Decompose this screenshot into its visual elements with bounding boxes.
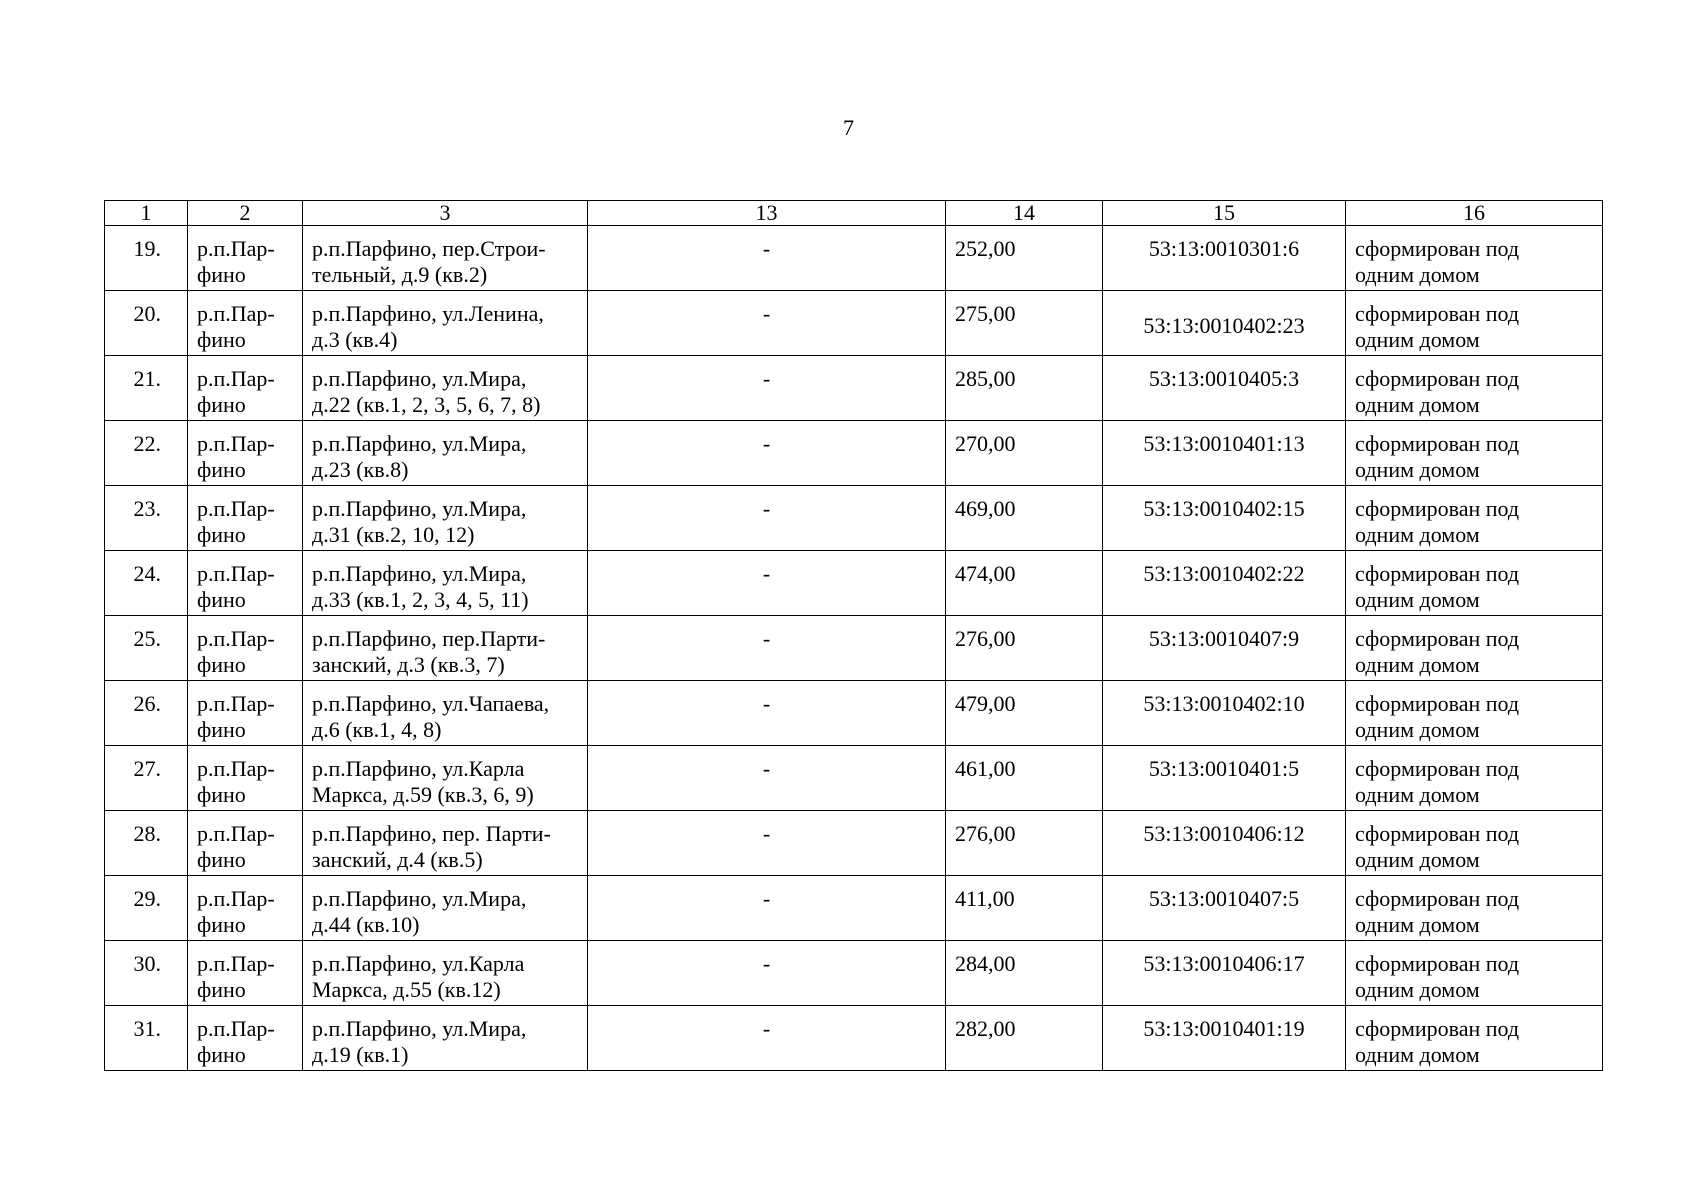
note: сформирован под одним домом	[1355, 301, 1520, 352]
area-value: 282,00	[955, 1016, 1016, 1041]
col13-value: -	[762, 366, 771, 391]
cadastral-cell	[1103, 746, 1346, 811]
address-cell	[303, 356, 588, 421]
cadastral-cell	[1103, 941, 1346, 1006]
cadastral-number: 53:13:0010402:15	[1143, 496, 1305, 521]
table-row	[105, 356, 1603, 421]
note: сформирован под одним домом	[1355, 431, 1520, 482]
note-cell	[1346, 1006, 1603, 1071]
address: р.п.Парфино, ул.Ленина, д.3 (кв.4)	[312, 301, 544, 352]
cadastral-number: 53:13:0010402:23	[1143, 313, 1305, 338]
locality-cell	[188, 681, 303, 746]
cadastral-cell	[1103, 356, 1346, 421]
table-row	[105, 1006, 1603, 1071]
col13-value: -	[762, 1016, 771, 1041]
address-cell	[303, 876, 588, 941]
cadastral-cell	[1103, 811, 1346, 876]
row-number: 28.	[133, 821, 161, 846]
col13-cell	[588, 421, 946, 486]
note: сформирован под одним домом	[1355, 886, 1520, 937]
note-cell	[1346, 486, 1603, 551]
col13-value: -	[762, 951, 771, 976]
table-row	[105, 876, 1603, 941]
table-row	[105, 421, 1603, 486]
note: сформирован под одним домом	[1355, 366, 1520, 417]
col13-value: -	[762, 561, 771, 586]
address: р.п.Парфино, ул.Мира, д.44 (кв.10)	[312, 886, 527, 937]
col13-cell	[588, 291, 946, 356]
page-number: 7	[843, 115, 854, 140]
note: сформирован под одним домом	[1355, 1016, 1520, 1067]
row-number-cell	[105, 876, 188, 941]
col13-value: -	[762, 236, 771, 261]
address: р.п.Парфино, ул.Мира, д.31 (кв.2, 10, 12)	[312, 496, 527, 547]
note-cell	[1346, 746, 1603, 811]
address: р.п.Парфино, ул.Мира, д.33 (кв.1, 2, 3, 4, 5, 11)	[312, 561, 529, 612]
row-number: 23.	[133, 496, 161, 521]
locality-cell	[188, 226, 303, 291]
cadastral-number: 53:13:0010401:19	[1143, 1016, 1305, 1041]
col13-cell	[588, 551, 946, 616]
note: сформирован под одним домом	[1355, 626, 1520, 677]
address: р.п.Парфино, ул.Чапаева, д.6 (кв.1, 4, 8)	[312, 691, 550, 742]
address-cell	[303, 551, 588, 616]
column-header-14: 14	[946, 201, 1103, 226]
locality: р.п.Пар- фино	[197, 301, 275, 352]
address: р.п.Парфино, ул.Мира, д.19 (кв.1)	[312, 1016, 527, 1067]
row-number-cell	[105, 811, 188, 876]
row-number-cell	[105, 746, 188, 811]
table-row	[105, 811, 1603, 876]
address: р.п.Парфино, ул.Мира, д.23 (кв.8)	[312, 431, 527, 482]
address-cell	[303, 616, 588, 681]
address-cell	[303, 486, 588, 551]
locality-cell	[188, 291, 303, 356]
table-row	[105, 616, 1603, 681]
area-value: 276,00	[955, 821, 1016, 846]
note-cell	[1346, 941, 1603, 1006]
col13-cell	[588, 941, 946, 1006]
col13-cell	[588, 876, 946, 941]
note: сформирован под одним домом	[1355, 951, 1520, 1002]
col13-value: -	[762, 886, 771, 911]
area-cell	[946, 746, 1103, 811]
col13-cell	[588, 1006, 946, 1071]
address: р.п.Парфино, пер. Парти- занский, д.4 (кв.5)	[312, 821, 551, 872]
col13-value: -	[762, 301, 771, 326]
note: сформирован под одним домом	[1355, 756, 1520, 807]
cadastral-number: 53:13:0010406:17	[1143, 951, 1305, 976]
area-value: 461,00	[955, 756, 1016, 781]
col13-value: -	[762, 626, 771, 651]
row-number: 22.	[133, 431, 161, 456]
row-number: 20.	[133, 301, 161, 326]
locality-cell	[188, 811, 303, 876]
table-row	[105, 746, 1603, 811]
area-cell	[946, 421, 1103, 486]
note: сформирован под одним домом	[1355, 236, 1520, 287]
address-cell	[303, 226, 588, 291]
col13-value: -	[762, 691, 771, 716]
locality: р.п.Пар- фино	[197, 431, 275, 482]
table-row	[105, 681, 1603, 746]
locality-cell	[188, 746, 303, 811]
locality: р.п.Пар- фино	[197, 756, 275, 807]
address-cell	[303, 746, 588, 811]
cadastral-cell	[1103, 226, 1346, 291]
col13-cell	[588, 811, 946, 876]
table-row	[105, 226, 1603, 291]
note-cell	[1346, 226, 1603, 291]
column-header-2: 2	[188, 201, 303, 226]
cadastral-cell	[1103, 421, 1346, 486]
locality: р.п.Пар- фино	[197, 236, 275, 287]
row-number: 25.	[133, 626, 161, 651]
row-number: 29.	[133, 886, 161, 911]
area-cell	[946, 486, 1103, 551]
locality: р.п.Пар- фино	[197, 366, 275, 417]
locality: р.п.Пар- фино	[197, 1016, 275, 1067]
cadastral-number: 53:13:0010407:9	[1148, 626, 1300, 651]
locality-cell	[188, 1006, 303, 1071]
cadastral-number: 53:13:0010401:5	[1148, 756, 1300, 781]
row-number-cell	[105, 356, 188, 421]
note: сформирован под одним домом	[1355, 821, 1520, 872]
data-table	[104, 200, 1603, 1071]
address: р.п.Парфино, ул.Мира, д.22 (кв.1, 2, 3, 5, 6, 7, 8)	[312, 366, 541, 417]
note: сформирован под одним домом	[1355, 691, 1520, 742]
note-cell	[1346, 421, 1603, 486]
table-row	[105, 551, 1603, 616]
col13-cell	[588, 486, 946, 551]
locality-cell	[188, 421, 303, 486]
cadastral-cell	[1103, 1006, 1346, 1071]
locality-cell	[188, 941, 303, 1006]
note-cell	[1346, 551, 1603, 616]
col13-cell	[588, 226, 946, 291]
area-cell	[946, 616, 1103, 681]
area-value: 275,00	[955, 301, 1016, 326]
area-value: 270,00	[955, 431, 1016, 456]
area-value: 276,00	[955, 626, 1016, 651]
locality: р.п.Пар- фино	[197, 691, 275, 742]
header-row	[105, 201, 1603, 226]
note-cell	[1346, 291, 1603, 356]
area-cell	[946, 551, 1103, 616]
cadastral-cell	[1103, 486, 1346, 551]
cadastral-cell	[1103, 616, 1346, 681]
note: сформирован под одним домом	[1355, 496, 1520, 547]
row-number: 31.	[133, 1016, 161, 1041]
address-cell	[303, 941, 588, 1006]
table-row	[105, 486, 1603, 551]
row-number-cell	[105, 616, 188, 681]
row-number-cell	[105, 941, 188, 1006]
note-cell	[1346, 876, 1603, 941]
row-number: 26.	[133, 691, 161, 716]
row-number: 21.	[133, 366, 161, 391]
locality: р.п.Пар- фино	[197, 821, 275, 872]
area-cell	[946, 941, 1103, 1006]
cadastral-cell	[1103, 681, 1346, 746]
area-value: 474,00	[955, 561, 1016, 586]
area-value: 285,00	[955, 366, 1016, 391]
locality-cell	[188, 486, 303, 551]
cadastral-number: 53:13:0010301:6	[1148, 236, 1300, 261]
area-value: 411,00	[955, 886, 1015, 911]
col13-value: -	[762, 821, 771, 846]
cadastral-number: 53:13:0010406:12	[1143, 821, 1305, 846]
note: сформирован под одним домом	[1355, 561, 1520, 612]
area-value: 284,00	[955, 951, 1016, 976]
area-cell	[946, 356, 1103, 421]
locality: р.п.Пар- фино	[197, 626, 275, 677]
address: р.п.Парфино, ул.Карла Маркса, д.55 (кв.12)	[312, 951, 525, 1002]
column-header-15: 15	[1103, 201, 1346, 226]
locality-cell	[188, 876, 303, 941]
address: р.п.Парфино, пер.Парти- занский, д.3 (кв.3, 7)	[312, 626, 546, 677]
row-number-cell	[105, 421, 188, 486]
column-header-3: 3	[303, 201, 588, 226]
locality: р.п.Пар- фино	[197, 496, 275, 547]
area-cell	[946, 291, 1103, 356]
note-cell	[1346, 616, 1603, 681]
column-header-16: 16	[1346, 201, 1603, 226]
col13-cell	[588, 681, 946, 746]
cadastral-number: 53:13:0010402:22	[1143, 561, 1305, 586]
col13-value: -	[762, 756, 771, 781]
col13-cell	[588, 616, 946, 681]
note-cell	[1346, 681, 1603, 746]
row-number-cell	[105, 291, 188, 356]
cadastral-cell	[1103, 551, 1346, 616]
address-cell	[303, 1006, 588, 1071]
row-number-cell	[105, 226, 188, 291]
table-row	[105, 941, 1603, 1006]
address-cell	[303, 421, 588, 486]
locality-cell	[188, 551, 303, 616]
column-header-1: 1	[105, 201, 188, 226]
area-cell	[946, 1006, 1103, 1071]
locality-cell	[188, 616, 303, 681]
address-cell	[303, 811, 588, 876]
note-cell	[1346, 356, 1603, 421]
row-number: 27.	[133, 756, 161, 781]
row-number-cell	[105, 486, 188, 551]
cadastral-number: 53:13:0010407:5	[1148, 886, 1300, 911]
locality-cell	[188, 356, 303, 421]
row-number: 24.	[133, 561, 161, 586]
address: р.п.Парфино, ул.Карла Маркса, д.59 (кв.3, 6, 9)	[312, 756, 534, 807]
row-number: 30.	[133, 951, 161, 976]
row-number-cell	[105, 1006, 188, 1071]
table-row	[105, 291, 1603, 356]
address: р.п.Парфино, пер.Строи- тельный, д.9 (кв.2)	[312, 236, 546, 287]
col13-value: -	[762, 431, 771, 456]
col13-cell	[588, 356, 946, 421]
locality: р.п.Пар- фино	[197, 561, 275, 612]
cadastral-cell	[1103, 876, 1346, 941]
cadastral-number: 53:13:0010402:10	[1143, 691, 1305, 716]
col13-value: -	[762, 496, 771, 521]
address-cell	[303, 291, 588, 356]
cadastral-number: 53:13:0010401:13	[1143, 431, 1305, 456]
locality: р.п.Пар- фино	[197, 886, 275, 937]
area-value: 469,00	[955, 496, 1016, 521]
row-number-cell	[105, 681, 188, 746]
column-header-13: 13	[588, 201, 946, 226]
area-cell	[946, 226, 1103, 291]
address-cell	[303, 681, 588, 746]
col13-cell	[588, 746, 946, 811]
locality: р.п.Пар- фино	[197, 951, 275, 1002]
area-cell	[946, 811, 1103, 876]
area-cell	[946, 681, 1103, 746]
cadastral-cell	[1103, 291, 1346, 356]
area-cell	[946, 876, 1103, 941]
row-number-cell	[105, 551, 188, 616]
area-value: 479,00	[955, 691, 1016, 716]
area-value: 252,00	[955, 236, 1016, 261]
row-number: 19.	[133, 236, 161, 261]
note-cell	[1346, 811, 1603, 876]
cadastral-number: 53:13:0010405:3	[1148, 366, 1300, 391]
